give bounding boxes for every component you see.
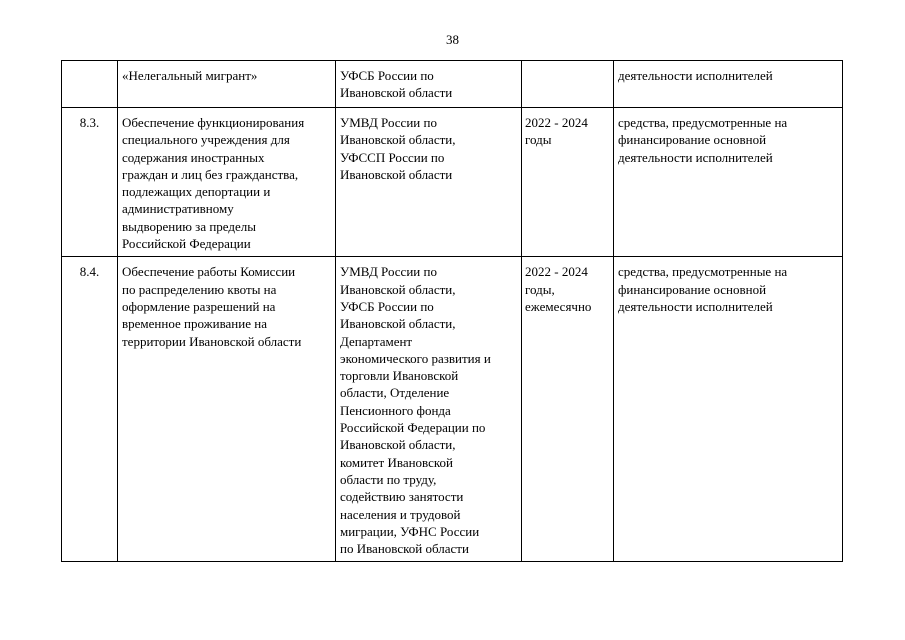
cell-line: Российской Федерации по — [340, 420, 486, 436]
cell-executors — [336, 61, 522, 108]
cell-line: по распределению квоты на — [122, 281, 277, 297]
cell-line: административному — [122, 201, 234, 217]
cell-line: 2022 - 2024 — [525, 115, 588, 130]
cell-line: области по труду, — [340, 471, 437, 487]
cell-line: содержания иностранных — [122, 149, 265, 165]
cell-line: годы, — [525, 281, 555, 297]
cell-line: граждан и лиц без гражданства, — [122, 166, 299, 182]
cell-line: экономического развития и — [340, 350, 491, 366]
cell-executors — [336, 257, 522, 562]
cell-line: специального учреждения для — [122, 132, 290, 148]
cell-line: Ивановской области — [340, 85, 453, 101]
cell-line: миграции, УФНС России — [340, 523, 480, 539]
cell-line: УФСБ России по — [340, 298, 434, 314]
cell-line: подлежащих депортации и — [122, 184, 271, 200]
cell-period — [522, 257, 614, 562]
table-row-8-3 — [62, 108, 843, 257]
cell-line: деятельности исполнителей — [618, 298, 773, 314]
cell-line: Ивановской области, — [340, 132, 456, 148]
cell-period — [522, 108, 614, 257]
cell-line: средства, предусмотренные на — [618, 264, 788, 280]
cell-number — [62, 61, 118, 108]
cell-line: выдворению за пределы — [122, 218, 256, 234]
cell-funding — [614, 61, 843, 108]
cell-line: Ивановской области, — [340, 437, 456, 453]
cell-line: торговли Ивановской — [340, 368, 459, 384]
cell-line: по Ивановской области — [340, 541, 469, 557]
cell-line: Обеспечение работы Комиссии — [122, 264, 296, 280]
cell-event — [118, 257, 336, 562]
cell-line: территории Ивановской области — [122, 333, 302, 349]
cell-number: 8.4. — [62, 257, 118, 562]
cell-line: Ивановской области, — [340, 281, 456, 297]
cell-line: УФССП России по — [340, 149, 445, 165]
cell-period — [522, 61, 614, 108]
cell-number: 8.3. — [62, 108, 118, 257]
cell-line: УФСБ России по — [340, 68, 434, 83]
cell-line: Пенсионного фонда — [340, 402, 451, 418]
cell-line: финансирование основной — [618, 281, 767, 297]
cell-line: области, Отделение — [340, 385, 450, 401]
cell-event — [118, 61, 336, 108]
cell-funding — [614, 257, 843, 562]
cell-line: Российской Федерации — [122, 236, 251, 252]
cell-line: населения и трудовой — [340, 506, 461, 522]
cell-line: Ивановской области — [340, 166, 453, 182]
table-row-continuation — [62, 61, 843, 108]
cell-line: комитет Ивановской — [340, 454, 454, 470]
cell-line: содействию занятости — [340, 489, 464, 505]
cell-line: 2022 - 2024 — [525, 264, 588, 280]
cell-line: средства, предусмотренные на — [618, 115, 788, 130]
cell-line: УМВД России по — [340, 264, 437, 280]
cell-line: годы — [525, 132, 552, 148]
plan-table — [61, 60, 843, 562]
page-number: 38 — [446, 32, 459, 47]
cell-line: финансирование основной — [618, 132, 767, 148]
cell-event — [118, 108, 336, 257]
cell-line: оформление разрешений на — [122, 298, 276, 314]
cell-line: Обеспечение функционирования — [122, 115, 305, 130]
cell-funding — [614, 108, 843, 257]
cell-line: деятельности исполнителей — [618, 149, 773, 165]
cell-line: ежемесячно — [525, 298, 592, 314]
cell-line: временное проживание на — [122, 316, 267, 332]
cell-line: Ивановской области, — [340, 316, 456, 332]
cell-line: Департамент — [340, 333, 413, 349]
table-row-8-4 — [62, 257, 843, 562]
cell-line: УМВД России по — [340, 115, 437, 130]
cell-line: «Нелегальный мигрант» — [122, 68, 258, 83]
cell-line: деятельности исполнителей — [618, 68, 773, 83]
cell-executors — [336, 108, 522, 257]
